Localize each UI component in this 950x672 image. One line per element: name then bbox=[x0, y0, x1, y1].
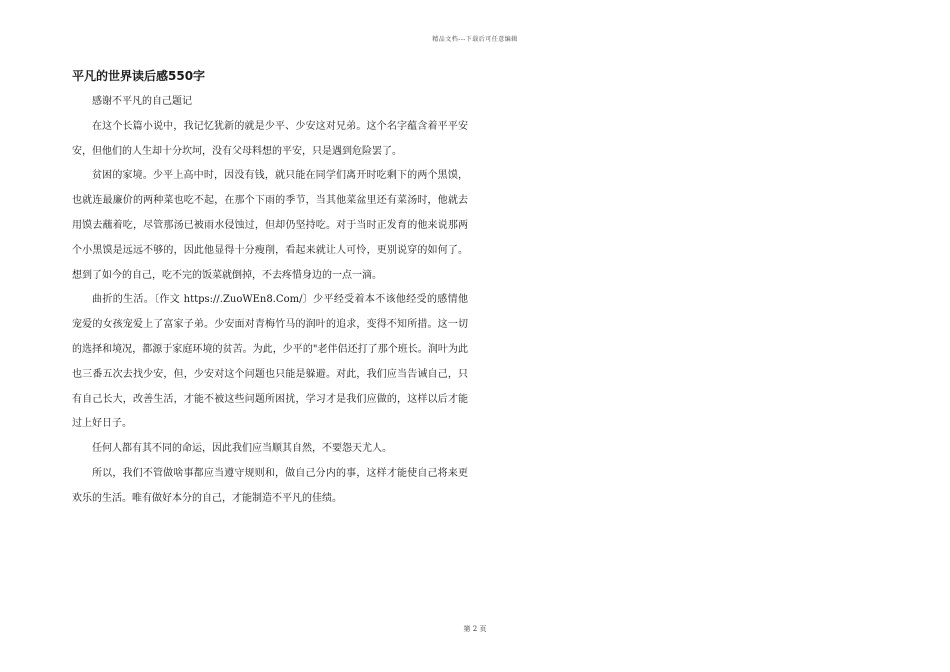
paragraph: 在这个长篇小说中，我记忆犹新的就是少平、少安这对兄弟。这个名字蕴含着平平安安，但他们的人生却十分坎坷，没有父母料想的平安，只是遇到危险罢了。 bbox=[72, 120, 468, 157]
document-title: 平凡的世界读后感550字 bbox=[72, 69, 206, 83]
paragraph: 曲折的生活。〔作文 https://.ZuoWEn8.Com/〕少平经受着本不该他经受的感情他宠爱的女孩宠爱上了富家子弟。少安面对青梅竹马的润叶的追求，变得不知所措。这一切的选择和境况，都源于家庭环境的贫苦。为此，少平的"老伴侣还打了那个班长。润叶为此也三番五次去找少安，但，少安对这个问题也只能是躲避。对此，我们应当告诫自己，只有自己长大，改善生活，才能不被这些问题所困扰，学习才是我们应做的，这样以后才能过上好日子。 bbox=[72, 294, 468, 430]
paragraph: 任何人都有其不同的命运，因此我们应当顺其自然，不要怨天尤人。 bbox=[92, 443, 392, 455]
paragraph: 贫困的家境。少平上高中时，因没有钱，就只能在同学们离开时吃剩下的两个黑馍，也就连最廉价的两种菜也吃不起，在那个下雨的季节，当其他菜盆里还有菜汤时，他就去用馍去蘸着吃，尽管那汤已被雨水侵蚀过，但却仍坚持吃。对于当时正发育的他来说那两个小黑馍是远远不够的，因此他显得十分瘦削，看起来就让人可怜，更别说穿的如何了。想到了如今的自己，吃不完的饭菜就倒掉，不去疼惜身边的一点一滴。 bbox=[72, 170, 468, 281]
page-header: 精品文档---下载后可任意编辑 bbox=[432, 36, 518, 43]
document-body bbox=[72, 66, 468, 512]
paragraph-subtitle: 感谢不平凡的自己题记 bbox=[92, 96, 192, 107]
page-number: 第 2 页 bbox=[463, 625, 487, 633]
paragraph: 所以，我们不管做啥事都应当遵守规则和，做自己分内的事，这样才能使自己将来更欢乐的生活。唯有做好本分的自己，才能制造不平凡的佳绩。 bbox=[72, 467, 468, 504]
